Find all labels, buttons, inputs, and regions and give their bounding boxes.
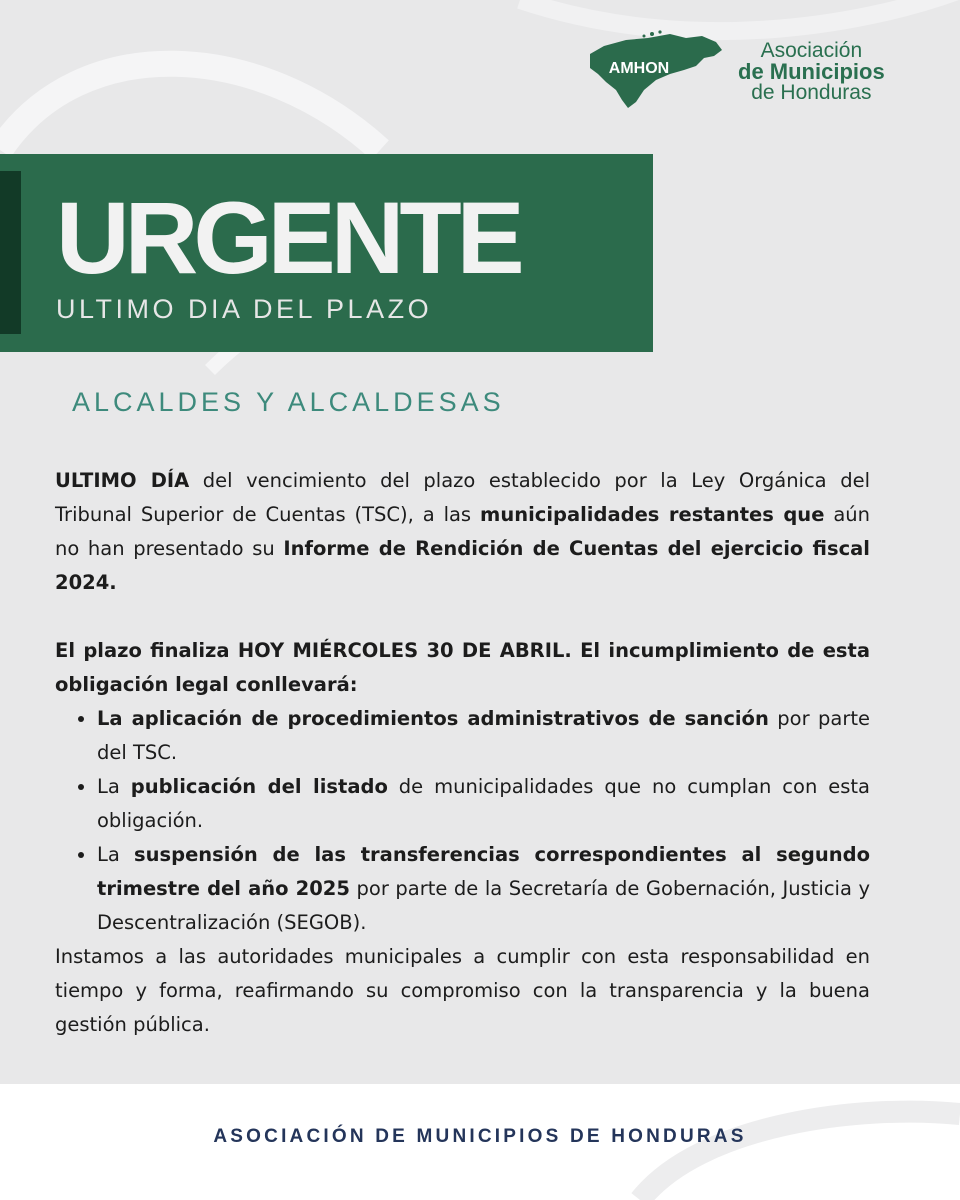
amhon-logo	[586, 28, 906, 118]
banner-accent-bar	[0, 171, 21, 334]
footer-organization-name: ASOCIACIÓN DE MUNICIPIOS DE HONDURAS	[213, 1126, 747, 1147]
paragraph-deadline	[55, 634, 870, 702]
logo-line-1: Asociación	[760, 39, 863, 62]
deadline-text: El plazo finaliza HOY MIÉRCOLES 30 DE ABRIL. El incumplimiento de esta obligación legal conllevará:	[55, 639, 870, 696]
list-item: • La aplicación de procedimientos administrativos de sanción por parte del TSC.	[97, 702, 870, 770]
paragraph-intro	[55, 464, 870, 600]
logo-line-2: de Municipios	[738, 59, 885, 84]
banner-title: URGENTE	[56, 181, 520, 295]
banner-subtitle: ULTIMO DIA DEL PLAZO	[56, 294, 433, 324]
list-item: • La publicación del listado de municipalidades que no cumplan con esta obligación.	[97, 770, 870, 838]
intro-text-2: aún no han presentado su	[55, 503, 870, 560]
consequences-list	[55, 702, 870, 940]
logo-badge-text: AMHON	[608, 60, 670, 77]
intro-text-1: del vencimiento del plazo establecido por la Ley Orgánica del Tribunal Superior de Cuentas (TSC), a las	[55, 469, 870, 526]
intro-bold-2: municipalidades restantes que	[480, 503, 825, 526]
intro-bold-3: Informe de Rendición de Cuentas del ejercicio fiscal 2024.	[55, 537, 870, 594]
announcement-body	[55, 464, 870, 1042]
recipients-heading: ALCALDES Y ALCALDESAS	[72, 387, 505, 417]
logo-line-3: de Honduras	[751, 81, 872, 104]
list-item: • La suspensión de las transferencias correspondientes al segundo trimestre del año 2025 por parte de la Secretaría de Gobernación, Justicia y Descentralización (SEGOB).	[97, 838, 870, 940]
paragraph-closing: Instamos a las autoridades municipales a cumplir con esta responsabilidad en tiempo y forma, reafirmando su compromiso con la transparencia y la buena gestión pública.	[55, 945, 870, 1036]
organization-name	[738, 40, 885, 103]
intro-bold-1: ULTIMO DÍA	[55, 469, 190, 492]
